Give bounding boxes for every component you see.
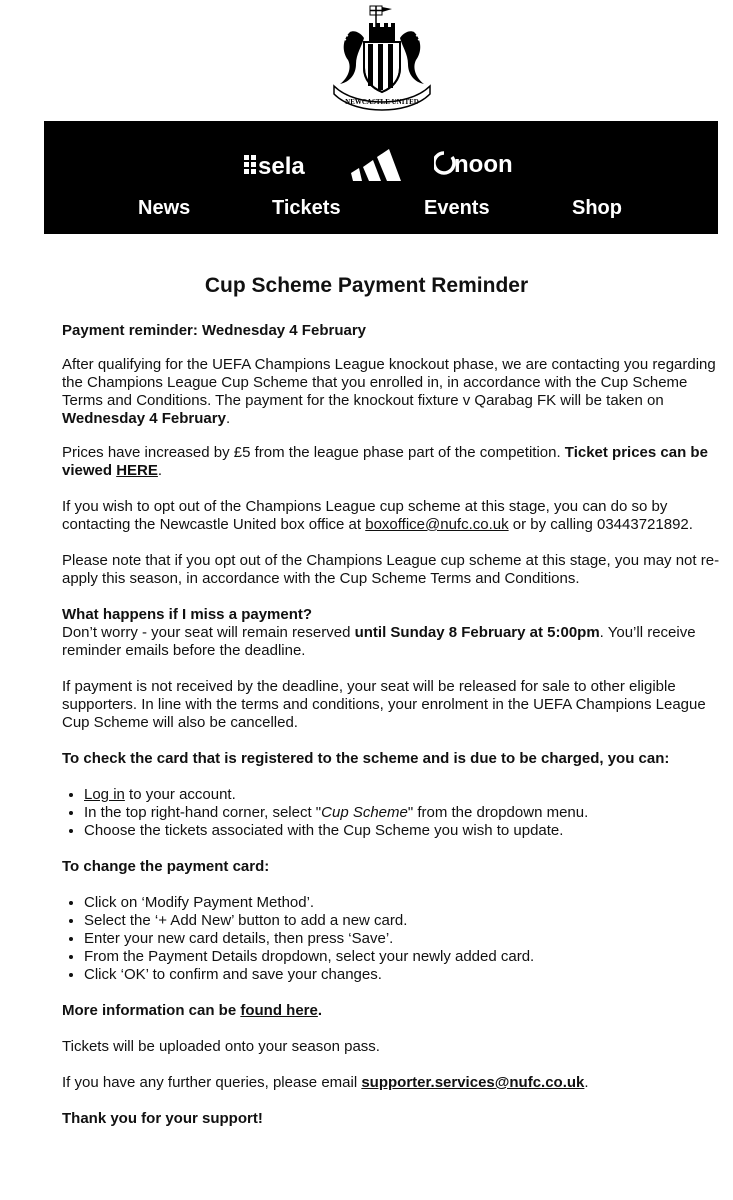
queries-paragraph: If you have any further queries, please email supporter.services@nufc.co.uk.	[62, 1074, 589, 1091]
opt-out-paragraph: If you wish to opt out of the Champions League cup scheme at this stage, you can do so by contacting the Newcastle United box office at boxoffice@nufc.co.uk or by calling 03443721892.	[62, 498, 693, 533]
list-item: • Select the ‘+ Add New’ button to add a new card.	[84, 912, 722, 930]
nav-news[interactable]: News	[138, 197, 191, 219]
found-here-link[interactable]: found here	[240, 1002, 318, 1019]
log-in-link[interactable]: Log in	[84, 786, 125, 803]
missed-payment-paragraph: Don’t worry - your seat will remain reserved until Sunday 8 February at 5:00pm. You’ll receive reminder emails before the deadline.	[62, 624, 696, 659]
list-item: • Log in to your account.	[84, 786, 722, 804]
nav-shop[interactable]: Shop	[572, 197, 622, 219]
email-body	[62, 322, 722, 1128]
deadline-paragraph: If payment is not received by the deadline, your seat will be released for sale to other eligible supporters. In line with the terms and conditions, your enrolment in the UEFA Champions League Cup Scheme will also be cancelled.	[62, 678, 706, 731]
crest-castle	[369, 23, 395, 41]
list-item: • From the Payment Details dropdown, select your newly added card.	[84, 948, 722, 966]
noon-logo	[434, 149, 524, 179]
sela-wordmark: sela	[258, 153, 305, 179]
nav-events[interactable]: Events	[424, 197, 490, 219]
change-card-heading: To change the payment card:	[62, 858, 270, 875]
missed-payment-heading: What happens if I miss a payment?	[62, 606, 313, 623]
list-item: • Choose the tickets associated with the Cup Scheme you wish to update.	[84, 822, 722, 840]
crest-shield	[364, 42, 400, 92]
sela-logo	[244, 149, 324, 179]
season-pass-paragraph: Tickets will be uploaded onto your season pass.	[62, 1038, 380, 1055]
intro-paragraph: After qualifying for the UEFA Champions League knockout phase, we are contacting you regarding the Champions League Cup Scheme that you enrolled in, in accordance with the Cup Scheme Terms and Conditions. The payment for the knockout fixture v Qarabag FK will be taken on Wednesday 4 February.	[62, 356, 716, 427]
list-item: • Click ‘OK’ to confirm and save your changes.	[84, 966, 722, 984]
adidas-logo	[349, 147, 401, 181]
reapply-paragraph: Please note that if you opt out of the Champions League cup scheme at this stage, you may not re-apply this season, in accordance with the Cup Scheme Terms and Conditions.	[62, 552, 720, 587]
sponsor-logos	[44, 145, 718, 185]
newcastle-united-crest	[326, 2, 438, 112]
change-card-list	[62, 894, 722, 984]
noon-wordmark: noon	[454, 151, 513, 178]
thank-you: Thank you for your support!	[62, 1110, 263, 1127]
nav-tickets[interactable]: Tickets	[272, 197, 341, 219]
list-item: • Enter your new card details, then press ‘Save’.	[84, 930, 722, 948]
check-card-heading: To check the card that is registered to the scheme and is due to be charged, you can:	[62, 750, 670, 767]
more-info-paragraph: More information can be found here.	[62, 1002, 323, 1019]
check-card-list	[62, 786, 722, 840]
boxoffice-email-link[interactable]: boxoffice@nufc.co.uk	[365, 516, 509, 533]
payment-reminder-date: Payment reminder: Wednesday 4 February	[62, 322, 366, 339]
crest-text: NEWCASTLE UNITED	[345, 98, 419, 106]
list-item: • Click on ‘Modify Payment Method’.	[84, 894, 722, 912]
header-banner	[44, 121, 718, 234]
supporter-services-email-link[interactable]: supporter.services@nufc.co.uk	[361, 1074, 585, 1091]
ticket-prices-link[interactable]: HERE	[116, 462, 158, 479]
main-nav	[44, 197, 718, 227]
crest-flag	[370, 6, 392, 28]
list-item: • In the top right-hand corner, select "Cup Scheme" from the dropdown menu.	[84, 804, 722, 822]
page-title: Cup Scheme Payment Reminder	[204, 274, 529, 297]
price-paragraph: Prices have increased by £5 from the league phase part of the competition. Ticket prices can be viewed HERE.	[62, 444, 708, 479]
